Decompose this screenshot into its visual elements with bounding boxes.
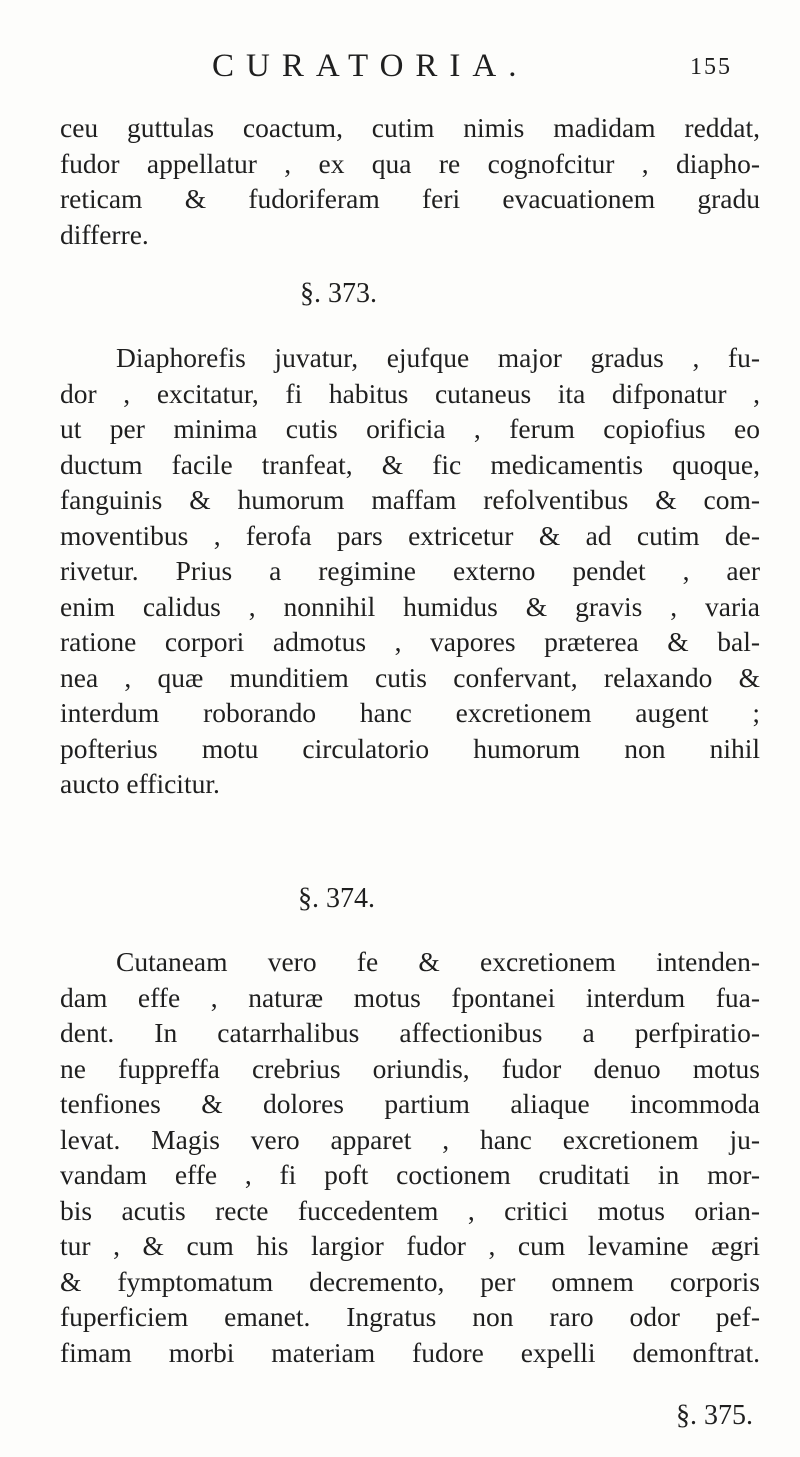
text-line: levat. Magis vero apparet , hanc excretionem ju- bbox=[60, 1123, 760, 1155]
text-line: ut per minima cutis orificia , ferum copiofius eo bbox=[60, 413, 760, 444]
section-373-body bbox=[60, 340, 760, 802]
running-head bbox=[0, 48, 800, 88]
text-line: ratione corpori admotus , vapores præterea & bal- bbox=[60, 626, 760, 657]
section-heading-374: §. 374. bbox=[298, 883, 375, 914]
text-line: reticam & fudoriferam feri evacuationem gradu bbox=[60, 183, 760, 214]
text-line: dam effe , naturæ motus fpontanei interdum fua- bbox=[60, 981, 760, 1013]
section-374-body bbox=[60, 944, 760, 1370]
paragraph-continuation bbox=[60, 110, 760, 252]
text-line: & fymptomatum decremento, per omnem corporis bbox=[60, 1265, 760, 1297]
text-line: moventibus , ferofa pars extricetur & ad cutim de- bbox=[60, 519, 760, 551]
text-line: dent. In catarrhalibus affectionibus a perfpiratio- bbox=[60, 1017, 760, 1048]
text-line: vandam effe , fi poft coctionem cruditati in mor- bbox=[60, 1159, 760, 1190]
page-number: 155 bbox=[690, 54, 732, 80]
text-line: fanguinis & humorum maffam refolventibus & com- bbox=[60, 484, 760, 515]
text-line: Diaphorefis juvatur, ejufque major gradus , fu- bbox=[116, 342, 760, 373]
text-line: tenfiones & dolores partium aliaque incommoda bbox=[60, 1088, 760, 1119]
text-line: interdum roborando hanc excretionem augent ; bbox=[60, 697, 760, 728]
text-line: enim calidus , nonnihil humidus & gravis , varia bbox=[60, 590, 760, 622]
text-line: ductum facile tranfeat, & fic medicamentis quoque, bbox=[60, 448, 760, 480]
text-line: dor , excitatur, fi habitus cutaneus ita difponatur , bbox=[60, 377, 760, 409]
text-line: differre. bbox=[60, 218, 149, 250]
text-line: ceu guttulas coactum, cutim nimis madidam reddat, bbox=[60, 112, 760, 143]
text-line: fuperficiem emanet. Ingratus non raro odor pef- bbox=[60, 1301, 760, 1332]
section-heading-373: §. 373. bbox=[300, 278, 377, 309]
text-line: aucto efficitur. bbox=[60, 768, 220, 799]
text-line: tur , & cum his largior fudor , cum levamine ægri bbox=[60, 1230, 760, 1261]
text-line: nea , quæ munditiem cutis confervant, relaxando & bbox=[60, 661, 760, 693]
text-line: bis acutis recte fuccedentem , critici motus orian- bbox=[60, 1194, 760, 1226]
catchword: §. 375. bbox=[676, 1400, 753, 1431]
text-line: pofterius motu circulatorio humorum non nihil bbox=[60, 732, 760, 764]
text-line: fudor appellatur , ex qua re cognofcitur , diapho- bbox=[60, 147, 760, 179]
running-title: CURATORIA. bbox=[212, 48, 529, 84]
text-line: Cutaneam vero fe & excretionem intenden- bbox=[116, 946, 760, 977]
text-line: fimam morbi materiam fudore expelli demonftrat. bbox=[60, 1336, 760, 1368]
text-line: rivetur. Prius a regimine externo pendet , aer bbox=[60, 555, 760, 586]
text-line: ne fuppreffa crebrius oriundis, fudor denuo motus bbox=[60, 1052, 760, 1084]
